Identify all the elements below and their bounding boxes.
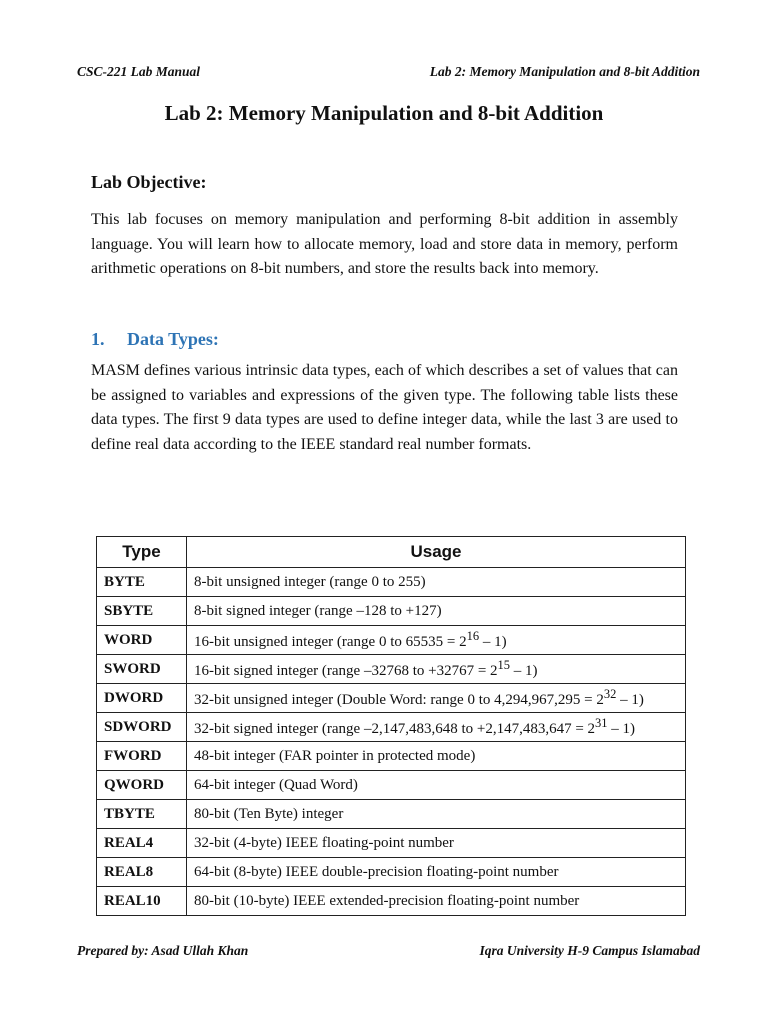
usage-text: 64-bit (8-byte) IEEE double-precision floating-point number [194, 863, 559, 880]
usage-text: 64-bit integer (Quad Word) [194, 776, 358, 793]
exponent: 15 [497, 658, 511, 672]
section-heading-data-types [91, 329, 219, 350]
usage-cell [187, 742, 686, 771]
type-cell: QWORD [97, 771, 187, 800]
objective-paragraph: This lab focuses on memory manipulation and performing 8-bit addition in assembly language. You will learn how to allocate memory, load and store data in memory, perform arithmetic operations on 8-bit numbers, and store the results back into memory. [91, 211, 678, 277]
table-row [97, 887, 686, 916]
section-number: 1. [91, 329, 105, 349]
usage-tail: – 1) [616, 692, 644, 708]
type-cell: SBYTE [97, 597, 187, 626]
data-types-paragraph: MASM defines various intrinsic data types, each of which describes a set of values that can be assigned to variables and expressions of the given type. The following table lists these data types. The first 9 data types are used to define integer data, while the last 3 are used to define real data according to the IEEE standard real number formats. [91, 362, 678, 453]
usage-text: 8-bit unsigned integer (range 0 to 255) [194, 573, 426, 590]
table-row [97, 800, 686, 829]
column-header-type: Type [97, 537, 187, 568]
objective-heading: Lab Objective: [91, 172, 207, 192]
exponent: 31 [595, 716, 608, 730]
table-row [97, 829, 686, 858]
type-cell: TBYTE [97, 800, 187, 829]
usage-text: 32-bit signed integer (range –2,147,483,648 to +2,147,483,647 = 2 [194, 721, 596, 737]
usage-cell [187, 655, 686, 684]
usage-cell [187, 858, 686, 887]
usage-cell [187, 829, 686, 858]
usage-tail: – 1) [607, 721, 636, 737]
section-title: Data Types: [127, 329, 219, 349]
table-row [97, 655, 686, 684]
table-row [97, 568, 686, 597]
table-row [97, 771, 686, 800]
exponent: 32 [603, 687, 617, 701]
table-row [97, 626, 686, 655]
header-course: CSC-221 Lab Manual [77, 64, 201, 79]
table-row [97, 684, 686, 713]
header-lab-title: Lab 2: Memory Manipulation and 8-bit Addition [429, 64, 700, 79]
usage-cell [187, 713, 686, 742]
usage-text: 32-bit unsigned integer (Double Word: range 0 to 4,294,967,295 = 2 [194, 692, 604, 708]
usage-cell [187, 887, 686, 916]
usage-text: 80-bit (10-byte) IEEE extended-precision floating-point number [194, 892, 580, 909]
usage-text: 80-bit (Ten Byte) integer [194, 805, 344, 822]
exponent: 16 [466, 629, 480, 643]
column-header-usage: Usage [187, 537, 686, 568]
footer-author: Prepared by: Asad Ullah Khan [77, 943, 249, 958]
usage-cell [187, 771, 686, 800]
usage-cell [187, 626, 686, 655]
type-cell: BYTE [97, 568, 187, 597]
usage-tail: – 1) [510, 663, 538, 679]
footer-institution: Iqra University H-9 Campus Islamabad [479, 943, 700, 958]
type-cell: FWORD [97, 742, 187, 771]
page-title: Lab 2: Memory Manipulation and 8-bit Addition [164, 101, 604, 125]
type-cell: REAL4 [97, 829, 187, 858]
usage-cell [187, 597, 686, 626]
type-cell: REAL10 [97, 887, 187, 916]
type-cell: REAL8 [97, 858, 187, 887]
usage-text: 16-bit unsigned integer (range 0 to 65535 = 2 [194, 634, 467, 650]
usage-text: 32-bit (4-byte) IEEE floating-point number [194, 834, 454, 851]
table-row [97, 597, 686, 626]
page-header [77, 64, 700, 80]
type-cell: SWORD [97, 655, 187, 684]
usage-tail: – 1) [479, 634, 507, 650]
table-row [97, 858, 686, 887]
usage-text: 8-bit signed integer (range –128 to +127) [194, 602, 442, 619]
table-header-row [97, 537, 686, 568]
usage-text: 48-bit integer (FAR pointer in protected mode) [194, 747, 476, 764]
table-row [97, 713, 686, 742]
type-cell: DWORD [97, 684, 187, 713]
type-cell: WORD [97, 626, 187, 655]
table-row [97, 742, 686, 771]
data-types-table [96, 536, 686, 916]
usage-cell [187, 800, 686, 829]
page-footer [77, 943, 700, 959]
type-cell: SDWORD [97, 713, 187, 742]
usage-cell [187, 568, 686, 597]
usage-text: 16-bit signed integer (range –32768 to +32767 = 2 [194, 663, 498, 679]
usage-cell [187, 684, 686, 713]
